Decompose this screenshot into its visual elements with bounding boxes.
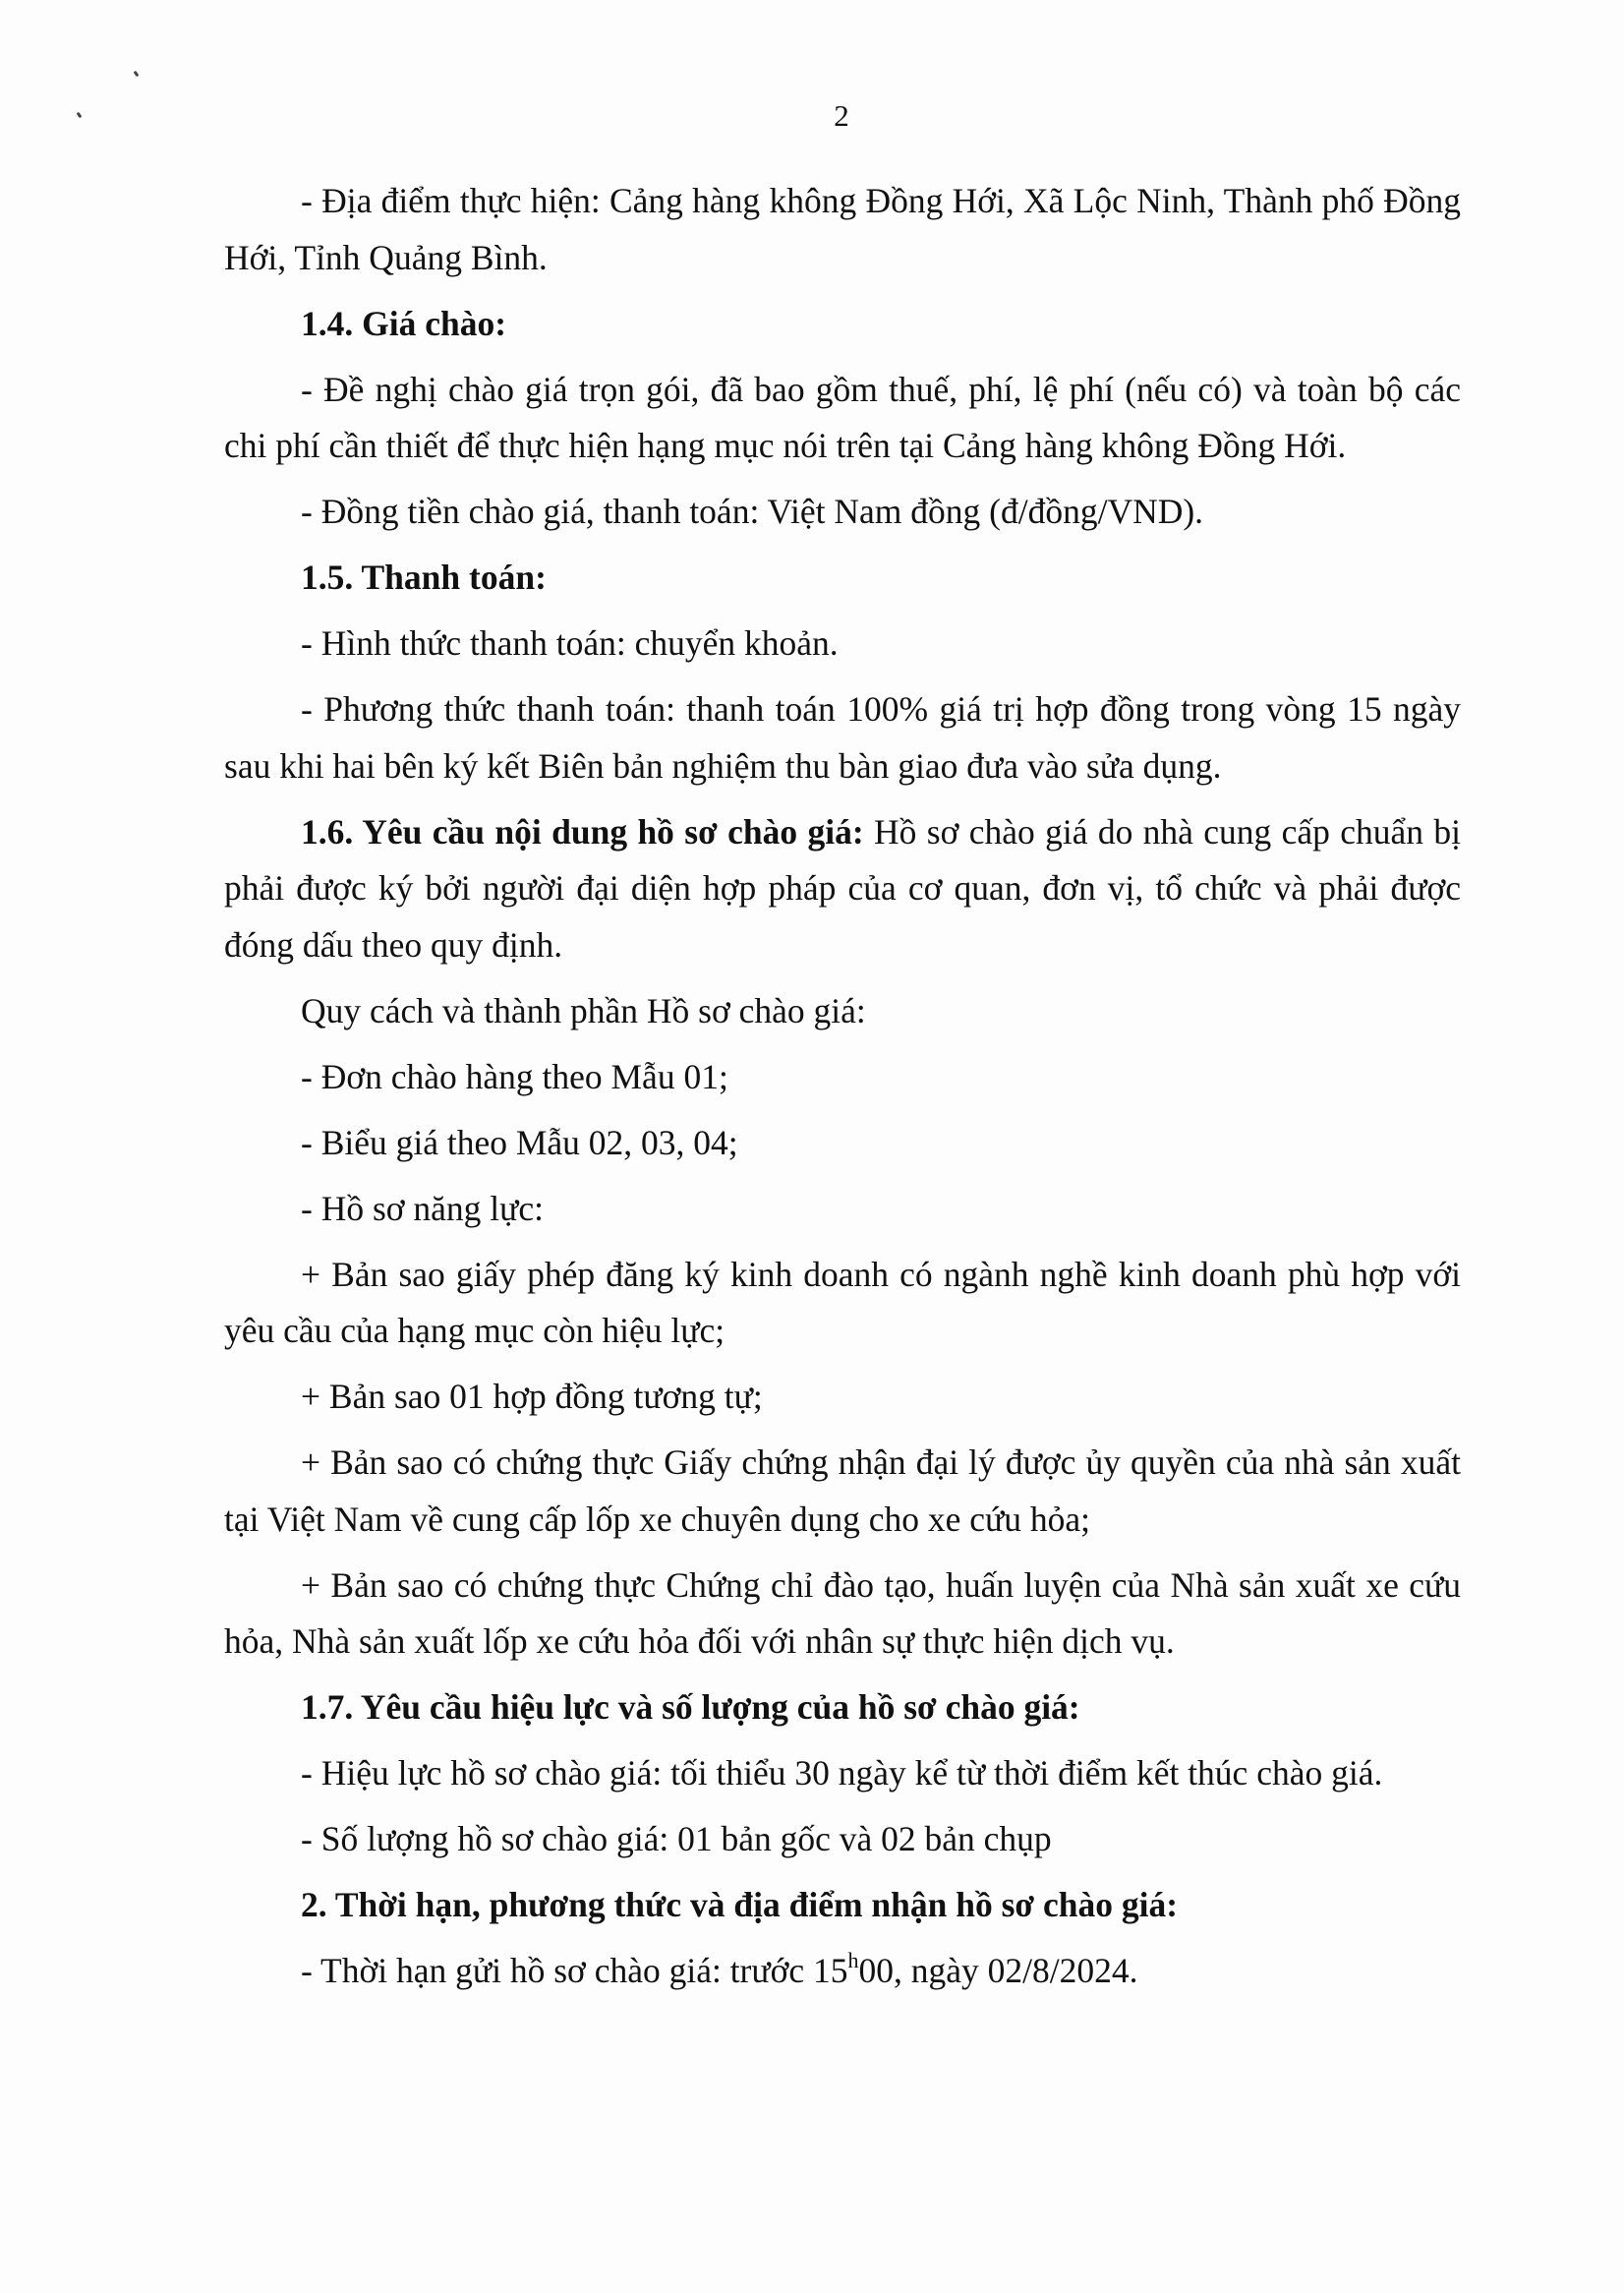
paragraph-location: - Địa điểm thực hiện: Cảng hàng không Đồng Hới, Xã Lộc Ninh, Thành phố Đồng Hới, Tỉnh Quảng Bình.	[224, 181, 1461, 277]
heading-1-4-price-offer: 1.4. Giá chào:	[301, 303, 507, 343]
paragraph-payment-method: - Phương thức thanh toán: thanh toán 100% giá trị hợp đồng trong vòng 15 ngày sau khi hai bên ký kết Biên bản nghiệm thu bàn giao đưa vào sửa dụng.	[224, 689, 1461, 786]
deadline-suffix: 00, ngày 02/8/2024.	[858, 1951, 1138, 1990]
heading-1-6-content-requirements: 1.6. Yêu cầu nội dung hồ sơ chào giá:	[301, 811, 864, 852]
paragraph-payment-form: - Hình thức thanh toán: chuyển khoản.	[301, 623, 839, 663]
heading-1-7-validity-quantity: 1.7. Yêu cầu hiệu lực và số lượng của hồ sơ chào giá:	[301, 1687, 1080, 1727]
list-item-capability-dossier: - Hồ sơ năng lực:	[301, 1188, 545, 1228]
paragraph-package-price: - Đề nghị chào giá trọn gói, đã bao gồm thuế, phí, lệ phí (nếu có) và toàn bộ các chi phí cần thiết để thực hiện hạng mục nói trên tại Cảng hàng không Đồng Hới.	[224, 369, 1461, 465]
heading-1-5-payment: 1.5. Thanh toán:	[301, 558, 547, 597]
scan-speck	[134, 71, 140, 78]
sub-item-business-license: + Bản sao giấy phép đăng ký kinh doanh có ngành nghề kinh doanh phù hợp với yêu cầu của hạng mục còn hiệu lực;	[224, 1254, 1461, 1350]
document-body	[224, 173, 1461, 2009]
paragraph-submission-deadline	[224, 1943, 1461, 2000]
sub-item-similar-contract: + Bản sao 01 hợp đồng tương tự;	[301, 1377, 763, 1416]
list-item-price-schedule: - Biểu giá theo Mẫu 02, 03, 04;	[301, 1122, 738, 1162]
heading-2-deadline-method-location: 2. Thời hạn, phương thức và địa điểm nhận hồ sơ chào giá:	[301, 1885, 1179, 1924]
paragraph-quantity: - Số lượng hồ sơ chào giá: 01 bản gốc và 02 bản chụp	[301, 1819, 1052, 1858]
paragraph-currency: - Đồng tiền chào giá, thanh toán: Việt Nam đồng (đ/đồng/VND).	[301, 492, 1204, 531]
paragraph-1-6-text: Hồ sơ chào giá do nhà cung cấp chuẩn bị phải được ký bởi người đại diện hợp pháp của cơ quan, đơn vị, tổ chức và phải được đóng dấu theo quy định.	[224, 811, 1461, 965]
sub-item-training-certificate: + Bản sao có chứng thực Chứng chỉ đào tạo, huấn luyện của Nhà sản xuất xe cứu hỏa, Nhà sản xuất lốp xe cứu hỏa đối với nhân sự thực hiện dịch vụ.	[224, 1564, 1461, 1661]
paragraph-validity: - Hiệu lực hồ sơ chào giá: tối thiểu 30 ngày kể từ thời điểm kết thúc chào giá.	[301, 1753, 1383, 1793]
page-number: 2	[834, 98, 849, 133]
deadline-hour-superscript: h	[847, 1948, 859, 1973]
list-item-offer-letter: - Đơn chào hàng theo Mẫu 01;	[301, 1056, 728, 1096]
paragraph-dossier-components: Quy cách và thành phần Hồ sơ chào giá:	[301, 990, 866, 1030]
paragraph-1-6-requirements	[224, 804, 1461, 974]
sub-item-dealer-certificate: + Bản sao có chứng thực Giấy chứng nhận đại lý được ủy quyền của nhà sản xuất tại Việt Nam về cung cấp lốp xe chuyên dụng cho xe cứu hỏa;	[224, 1442, 1461, 1539]
deadline-prefix: - Thời hạn gửi hồ sơ chào giá: trước 15	[301, 1951, 848, 1990]
